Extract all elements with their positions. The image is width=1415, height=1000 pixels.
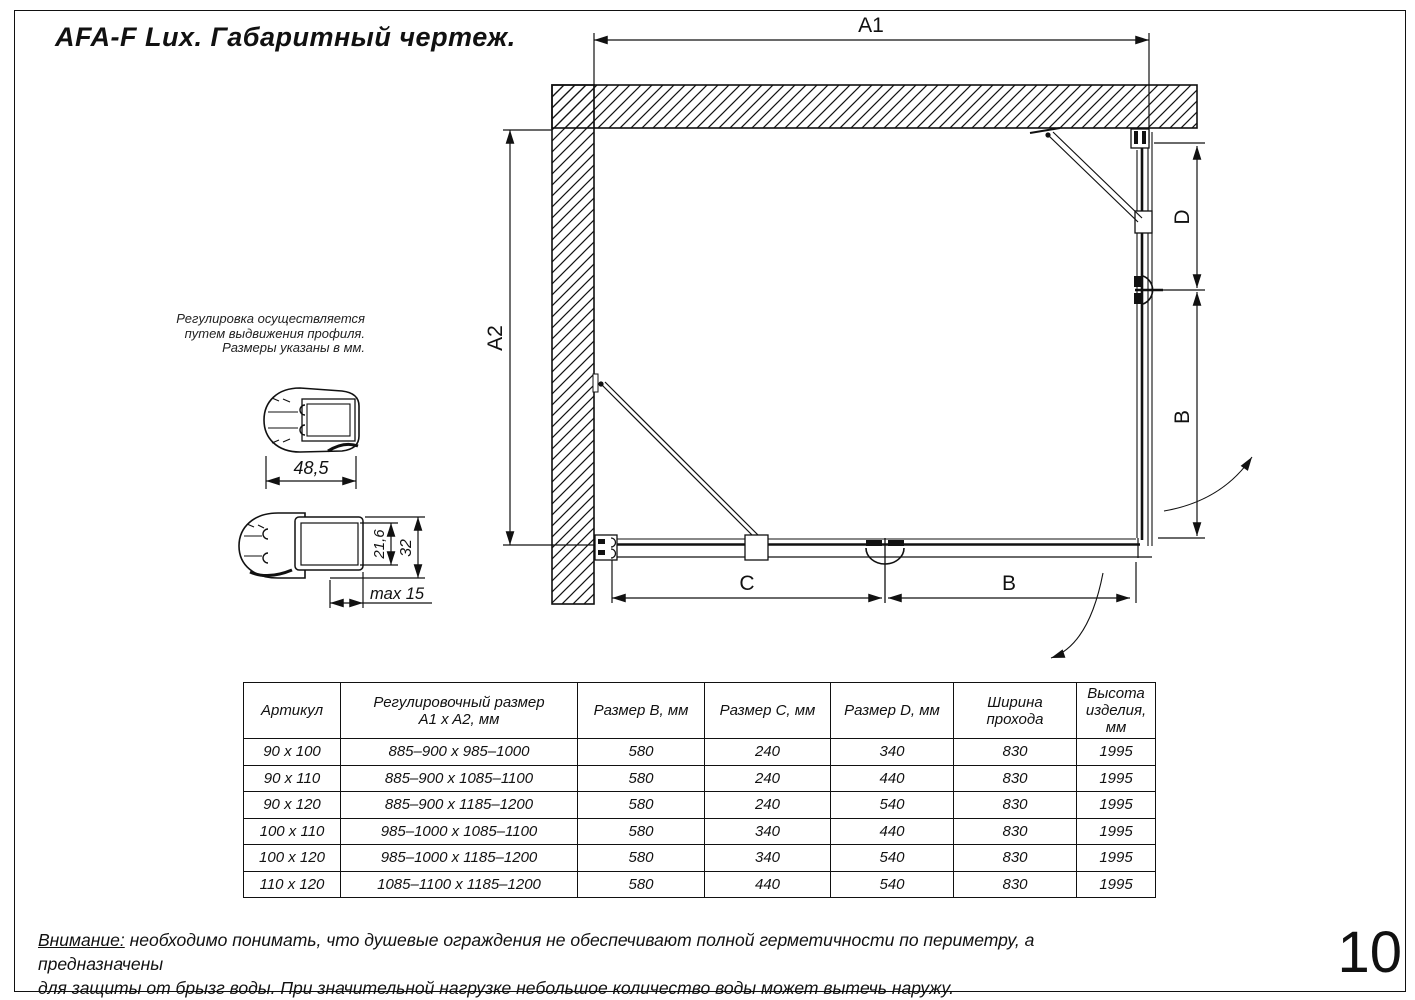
table-cell: 1995 <box>1077 792 1156 819</box>
table-cell: 1085–1100 x 1185–1200 <box>341 871 578 898</box>
note-line: Регулировка осуществляется <box>176 311 365 326</box>
table-cell: 110 x 120 <box>244 871 341 898</box>
table-cell: 440 <box>831 765 954 792</box>
table-header-row <box>244 683 1156 739</box>
table-cell: 580 <box>578 818 705 845</box>
warning-line1: необходимо понимать, что душевые ограждения не обеспечивают полной герметичности по периметру, а предназначены <box>38 930 1035 974</box>
dim-label-21-6: 21,6 <box>371 529 388 559</box>
table-cell: 540 <box>831 845 954 872</box>
table-cell: 885–900 x 1085–1100 <box>341 765 578 792</box>
side-door-swing-arc <box>1164 457 1252 511</box>
table-cell: 1995 <box>1077 739 1156 766</box>
top-wall <box>552 85 1197 128</box>
table-cell: 90 x 100 <box>244 739 341 766</box>
table-row <box>244 871 1156 898</box>
table-cell: 540 <box>831 792 954 819</box>
table-cell: 1995 <box>1077 818 1156 845</box>
table-header-cell: Высота изделия, мм <box>1077 683 1156 739</box>
warning-label: Внимание: <box>38 930 125 950</box>
warning-text <box>38 928 1158 1000</box>
table-cell: 985–1000 x 1185–1200 <box>341 845 578 872</box>
table-cell: 830 <box>954 739 1077 766</box>
support-bar-connector <box>745 535 768 560</box>
table-cell: 340 <box>705 845 831 872</box>
table-cell: 830 <box>954 792 1077 819</box>
table-cell: 580 <box>578 739 705 766</box>
dimension-21-6 <box>360 523 398 565</box>
page-title: AFA-F Lux. Габаритный чертеж. <box>55 22 516 52</box>
table-cell: 240 <box>705 792 831 819</box>
table-cell: 1995 <box>1077 845 1156 872</box>
dim-label-48-5: 48,5 <box>293 458 329 478</box>
top-support-bar <box>1030 128 1142 222</box>
table-cell: 1995 <box>1077 871 1156 898</box>
warning-line2: для защиты от брызг воды. При значительной нагрузке небольшое количество воды может вытечь наружу. <box>38 978 954 998</box>
table-cell: 340 <box>705 818 831 845</box>
table-row <box>244 818 1156 845</box>
table-cell: 90 x 120 <box>244 792 341 819</box>
dim-label-b-bottom: B <box>1001 572 1017 595</box>
dimension-c <box>612 560 882 603</box>
dim-label-a2: A2 <box>484 325 507 351</box>
table-cell: 340 <box>831 739 954 766</box>
table-cell: 240 <box>705 765 831 792</box>
table-cell: 540 <box>831 871 954 898</box>
table-cell: 240 <box>705 739 831 766</box>
table-cell: 830 <box>954 845 1077 872</box>
table-header-cell: Размер C, мм <box>705 683 831 739</box>
dim-label-b-side: B <box>1171 409 1194 425</box>
profile-section-closed <box>264 388 359 489</box>
adjustment-note <box>163 312 365 356</box>
table-row <box>244 739 1156 766</box>
table-cell: 580 <box>578 871 705 898</box>
front-panel-wall-profile <box>595 535 617 560</box>
table-row <box>244 792 1156 819</box>
front-door-swing-arc <box>1051 573 1103 658</box>
right-door-panel <box>1030 128 1205 546</box>
size-table <box>243 682 1156 898</box>
dimension-b-bottom <box>888 562 1136 603</box>
table-header-cell: Артикул <box>244 683 341 739</box>
dim-label-d: D <box>1171 209 1194 225</box>
table-cell: 100 x 110 <box>244 818 341 845</box>
table-header-cell: Регулировочный размер A1 x A2, мм <box>341 683 578 739</box>
table-cell: 830 <box>954 871 1077 898</box>
table-cell: 580 <box>578 845 705 872</box>
table-cell: 885–900 x 1185–1200 <box>341 792 578 819</box>
bottom-support-bar <box>593 374 762 542</box>
front-panel <box>593 374 1152 603</box>
table-cell: 440 <box>831 818 954 845</box>
dim-label-c: C <box>739 572 755 595</box>
note-line: путем выдвижения профиля. <box>184 325 365 341</box>
table-cell: 440 <box>705 871 831 898</box>
table-row <box>244 765 1156 792</box>
dimension-48-5 <box>266 456 356 489</box>
dim-label-a1: A1 <box>858 14 884 37</box>
table-cell: 100 x 120 <box>244 845 341 872</box>
table-header-cell: Ширина прохода <box>954 683 1077 739</box>
dim-label-32: 32 <box>398 539 415 557</box>
profile-section-extended <box>239 513 432 608</box>
table-cell: 985–1000 x 1085–1100 <box>341 818 578 845</box>
table-cell: 830 <box>954 818 1077 845</box>
table-cell: 830 <box>954 765 1077 792</box>
dimension-d <box>1154 143 1205 288</box>
table-cell: 1995 <box>1077 765 1156 792</box>
table-cell: 90 x 110 <box>244 765 341 792</box>
note-line: Размеры указаны в мм. <box>222 340 365 355</box>
table-row <box>244 845 1156 872</box>
table-header-cell: Размер D, мм <box>831 683 954 739</box>
right-panel-wall-profile <box>1131 129 1149 148</box>
table-cell: 580 <box>578 792 705 819</box>
table-header-cell: Размер B, мм <box>578 683 705 739</box>
page-number: 10 <box>1337 920 1402 985</box>
dim-label-max-15: max 15 <box>369 585 425 603</box>
table-cell: 885–900 x 985–1000 <box>341 739 578 766</box>
table-cell: 580 <box>578 765 705 792</box>
left-wall <box>552 85 594 604</box>
